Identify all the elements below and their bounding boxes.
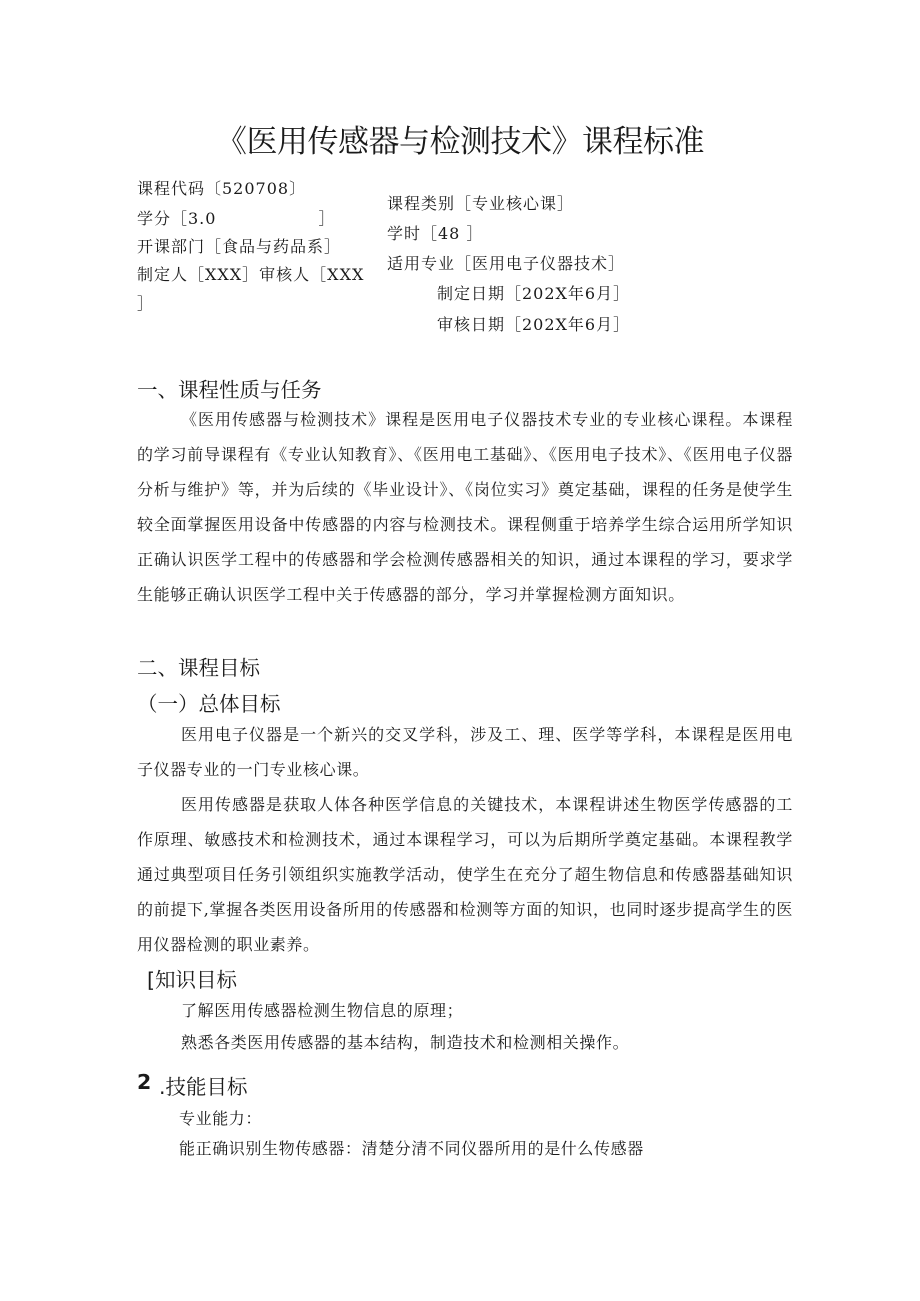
section-heading-nature: 一、课程性质与任务 [137, 378, 322, 402]
skills-item: 能正确识别生物传感器：清楚分清不同仪器所用的是什么传感器 [179, 1139, 644, 1158]
knowledge-item: 熟悉各类医用传感器的基本结构，制造技术和检测相关操作。 [181, 1033, 630, 1052]
meta-created-date: 制定日期［202X年6月］ [437, 284, 631, 303]
skills-heading-number: 2 [137, 1070, 152, 1094]
section-paragraph-nature: 《医用传感器与检测技术》课程是医用电子仪器技术专业的专业核心课程。本课程的学习前导课程有《专业认知教育》、《医用电工基础》、《医用电子技术》、《医用电子仪器分析与维护》等，并为后续的《毕业设计》、《岗位实习》奠定基础，课程的任务是使学生较全面掌握医用设备中传感器的内容与检测技术。课程侧重于培养学生综合运用所学知识正确认识医学工程中的传感器和学会检测传感器相关的知识，通过本课程的学习，要求学生能够正确认识医学工程中关于传感器的部分，学习并掌握检测方面知识。 [137, 410, 793, 604]
knowledge-item: 了解医用传感器检测生物信息的原理； [181, 1001, 464, 1020]
meta-course-type: 课程类别［专业核心课］ [387, 194, 575, 213]
meta-authors-close: ］ [137, 294, 155, 313]
knowledge-heading: [知识目标 [147, 968, 237, 992]
meta-review-date: 审核日期［202X年6月］ [437, 315, 631, 334]
paragraph-overall-1: 医用电子仪器是一个新兴的交叉学科，涉及工、理、医学等学科，本课程是医用电子仪器专业的一门专业核心课。 [137, 725, 793, 779]
meta-hours: 学时［48 ］ [387, 224, 484, 243]
meta-course-code: 课程代码〔520708〕 [137, 179, 307, 198]
meta-authors: 制定人［XXX］审核人［XXX [137, 265, 365, 284]
skills-item: 专业能力： [179, 1109, 263, 1128]
meta-department: 开课部门［食品与药品系］ [137, 237, 342, 256]
meta-major: 适用专业［医用电子仪器技术］ [387, 254, 626, 273]
document-title: 《医用传感器与检测技术》课程标准 [216, 124, 704, 160]
subsection-heading-overall: （一）总体目标 [137, 692, 281, 716]
meta-credits: 学分［3.0 ］ [137, 209, 336, 228]
section-heading-objectives: 二、课程目标 [137, 656, 260, 680]
paragraph-overall-2: 医用传感器是获取人体各种医学信息的关键技术，本课程讲述生物医学传感器的工作原理、敏感技术和检测技术，通过本课程学习，可以为后期所学奠定基础。本课程教学通过典型项目任务引领组织实施教学活动，使学生在充分了超生物信息和传感器基础知识的前提下,掌握各类医用设备所用的传感器和检测等方面的知识，也同时逐步提高学生的医用仪器检测的职业素养。 [137, 795, 793, 954]
skills-heading: .技能目标 [159, 1075, 248, 1099]
